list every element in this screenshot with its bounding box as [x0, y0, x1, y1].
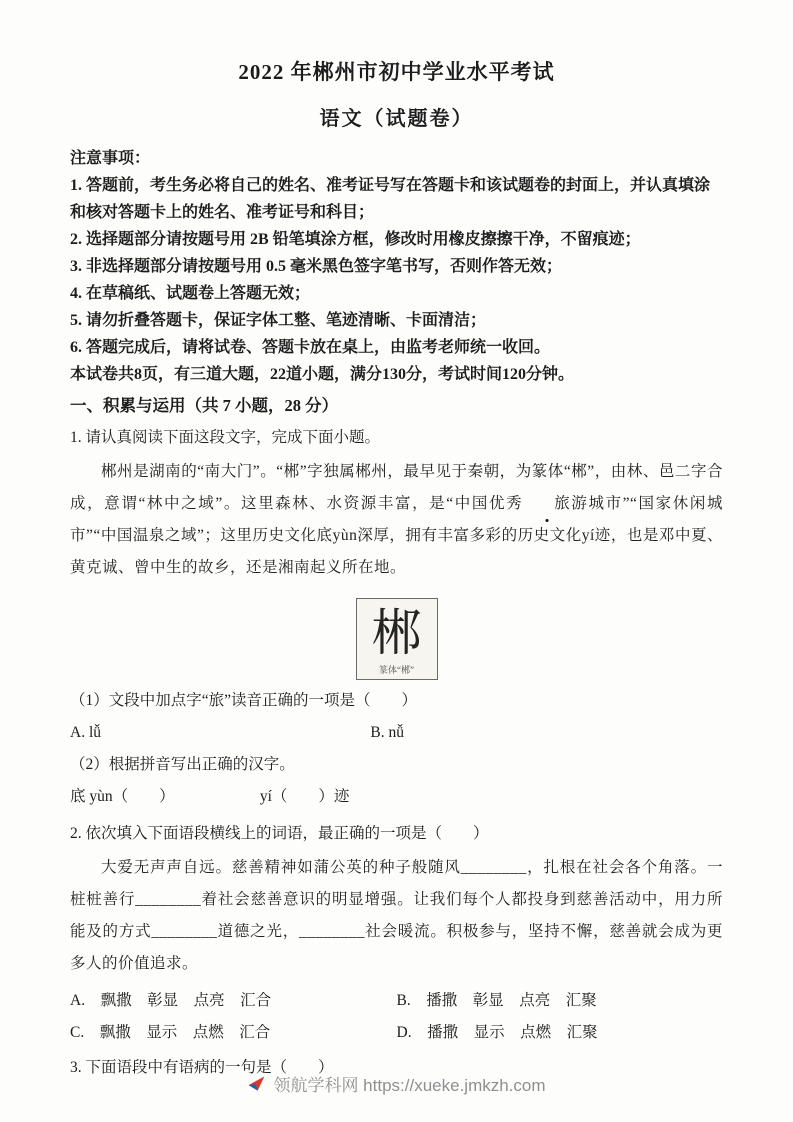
- exam-summary: 本试卷共8页，有三道大题，22道小题，满分130分，考试时间120分钟。: [70, 366, 575, 383]
- option-c: C. 飘撒 显示 点燃 汇合: [70, 1024, 271, 1041]
- question-1-2-answer-line: 底 yùn（ ） yí（ ）迹: [70, 788, 350, 805]
- question-2-options-row-1: [70, 986, 723, 1016]
- page-subtitle: 语文（试题卷）: [319, 108, 474, 130]
- notice-item-5: 5. 请勿折叠答题卡，保证字体工整、笔迹清晰、卡面清洁；: [70, 312, 487, 329]
- option-a: A. lǚ: [70, 724, 101, 741]
- option-b: B. nǚ: [370, 724, 404, 741]
- passage-dotted-char: 旅: [523, 488, 570, 520]
- watermark-text: 领航学科网 https://xueke.jmkzh.com: [273, 1076, 546, 1095]
- notice-heading: 注意事项：: [70, 150, 151, 167]
- section-1-heading: 一、积累与运用（共 7 小题，28 分）: [70, 396, 339, 415]
- notice-section: [70, 145, 723, 388]
- page-title: 2022 年郴州市初中学业水平考试: [238, 60, 555, 84]
- passage-text-1: 郴州是湖南的“南大门”。“郴”字独属郴州，最早见于秦朝，为篆体“郴”，由林、邑二字合成，意谓“林中之域”。这里森林、水资源丰富，是“中国优秀: [70, 463, 723, 512]
- notice-item-3: 3. 非选择题部分请按题号用 0.5 毫米黑色签字笔书写，否则作答无效；: [70, 258, 563, 275]
- option-d: D. 播撒 显示 点燃 汇聚: [396, 1024, 598, 1041]
- seal-character: 郴: [371, 604, 422, 662]
- question-1-2-stem: （2）根据拼音写出正确的汉字。: [70, 756, 295, 773]
- option-a: A. 飘撒 彰显 点亮 汇合: [70, 992, 272, 1009]
- notice-item-1: 1. 答题前，考生务必将自己的姓名、准考证号写在答题卡和该试题卷的封面上，并认真填涂和核对答题卡上的姓名、准考证号和科目；: [70, 177, 711, 221]
- seal-script-image: [356, 598, 438, 680]
- question-1-stem: 1. 请认真阅读下面这段文字，完成下面小题。: [70, 429, 381, 446]
- site-watermark: [0, 1071, 793, 1096]
- question-3-stem: 3. 下面语段中有语病的一句是（ ）: [70, 1059, 334, 1076]
- question-1-passage: [70, 456, 723, 584]
- question-2-options-row-2: [70, 1018, 723, 1048]
- question-1-1-options: [70, 718, 723, 748]
- question-2-stem: 2. 依次填入下面语段横线上的词语，最正确的一项是（ ）: [70, 825, 489, 842]
- xueke-logo-icon: [247, 1074, 266, 1093]
- question-1-1-stem: （1）文段中加点字“旅”读音正确的一项是（ ）: [70, 692, 418, 709]
- notice-item-2: 2. 选择题部分请按题号用 2B 铅笔填涂方框，修改时用橡皮擦擦干净，不留痕迹；: [70, 231, 641, 248]
- question-2-passage: 大爱无声声自远。慈善精神如蒲公英的种子般随风________，扎根在社会各个角落。一桩桩善行________着社会慈善意识的明显增强。让我们每个人都投身到慈善活动中，用力所能及的方式________道德之光，________社会暖流。积极参与，坚持不懈，慈善就会成为更多人的价值追求。: [70, 859, 723, 972]
- seal-caption: 篆体“郴”: [379, 665, 414, 675]
- passage-text-2: 游城市”“国家休闲城市”“中国温泉之域”；这里历史文化底yùn深厚，拥有丰富多彩的历史文化yí迹，也是邓中夏、黄克诚、曾中生的故乡，还是湘南起义所在地。: [70, 495, 723, 576]
- notice-item-4: 4. 在草稿纸、试题卷上答题无效；: [70, 285, 311, 302]
- notice-item-6: 6. 答题完成后，请将试卷、答题卡放在桌上，由监考老师统一收回。: [70, 339, 551, 356]
- option-b: B. 播撒 彰显 点亮 汇聚: [396, 992, 597, 1009]
